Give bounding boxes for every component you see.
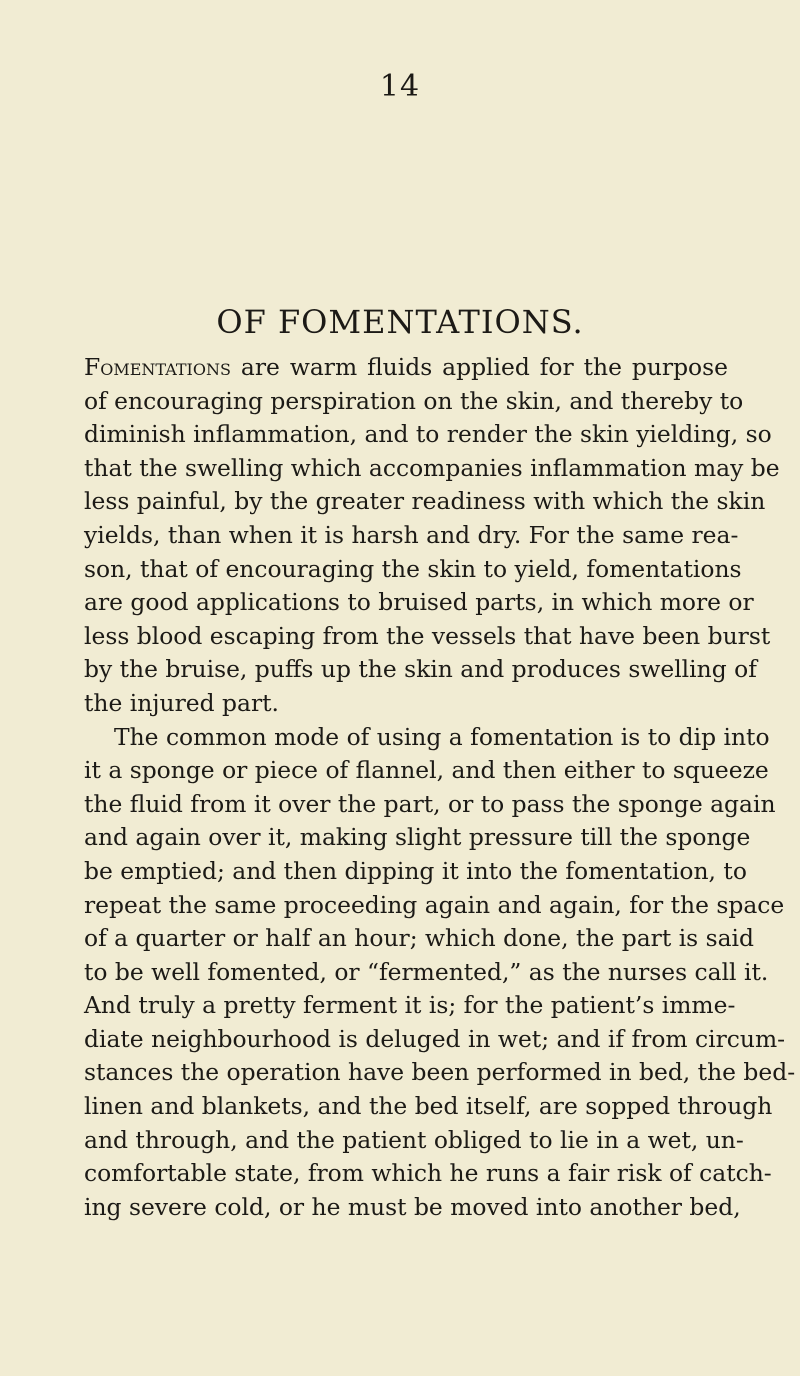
text-line: of a quarter or half an hour; which done, the part is said: [84, 924, 755, 953]
text-line: [84, 351, 728, 385]
text-line-rest: are warm fluids applied for the purpose: [230, 353, 728, 381]
text-line: linen and blankets, and the bed itself, are sopped through: [84, 1092, 773, 1121]
text-line: less painful, by the greater readiness with which the skin: [84, 487, 766, 516]
text-line: of encouraging perspiration on the skin, and thereby to: [84, 386, 744, 415]
text-line: that the swelling which accompanies inflammation may be: [84, 453, 780, 482]
text-line: And truly a pretty ferment it is; for the patient’s imme-: [84, 991, 736, 1020]
text-line: are good applications to bruised parts, in which more or: [84, 588, 754, 617]
text-line: ing severe cold, or he must be moved into another bed,: [84, 1192, 741, 1221]
text-line: diminish inflammation, and to render the skin yielding, so: [84, 420, 772, 449]
page-number: 14: [379, 69, 421, 104]
text-line: comfortable state, from which he runs a fair risk of catch-: [84, 1159, 772, 1188]
text-line: diate neighbourhood is deluged in wet; and if from circum-: [84, 1024, 786, 1053]
text-line: stances the operation have been performed in bed, the bed-: [84, 1058, 796, 1087]
text-line: and again over it, making slight pressure till the sponge: [84, 823, 751, 852]
text-line: it a sponge or piece of flannel, and then either to squeeze: [84, 756, 769, 785]
text-line: to be well fomented, or “fermented,” as the nurses call it.: [84, 957, 769, 986]
body-text: [84, 351, 796, 1224]
text-line: yields, than when it is harsh and dry. For the same rea-: [84, 520, 739, 549]
text-line: son, that of encouraging the skin to yield, fomentations: [84, 554, 742, 583]
text-line: the injured part.: [84, 688, 279, 717]
text-line: the fluid from it over the part, or to pass the sponge again: [84, 789, 776, 818]
chapter-heading: OF FOMENTATIONS.: [216, 303, 584, 341]
text-line: repeat the same proceeding again and again, for the space: [84, 890, 785, 919]
text-line: by the bruise, puffs up the skin and produces swelling of: [84, 655, 757, 684]
text-line: and through, and the patient obliged to lie in a wet, un-: [84, 1125, 744, 1154]
text-line: The common mode of using a fomentation is to dip into: [114, 722, 770, 751]
text-line: less blood escaping from the vessels that have been burst: [84, 621, 771, 650]
lead-word: Fomentations: [84, 353, 231, 381]
text-line: be emptied; and then dipping it into the fomentation, to: [84, 856, 747, 885]
